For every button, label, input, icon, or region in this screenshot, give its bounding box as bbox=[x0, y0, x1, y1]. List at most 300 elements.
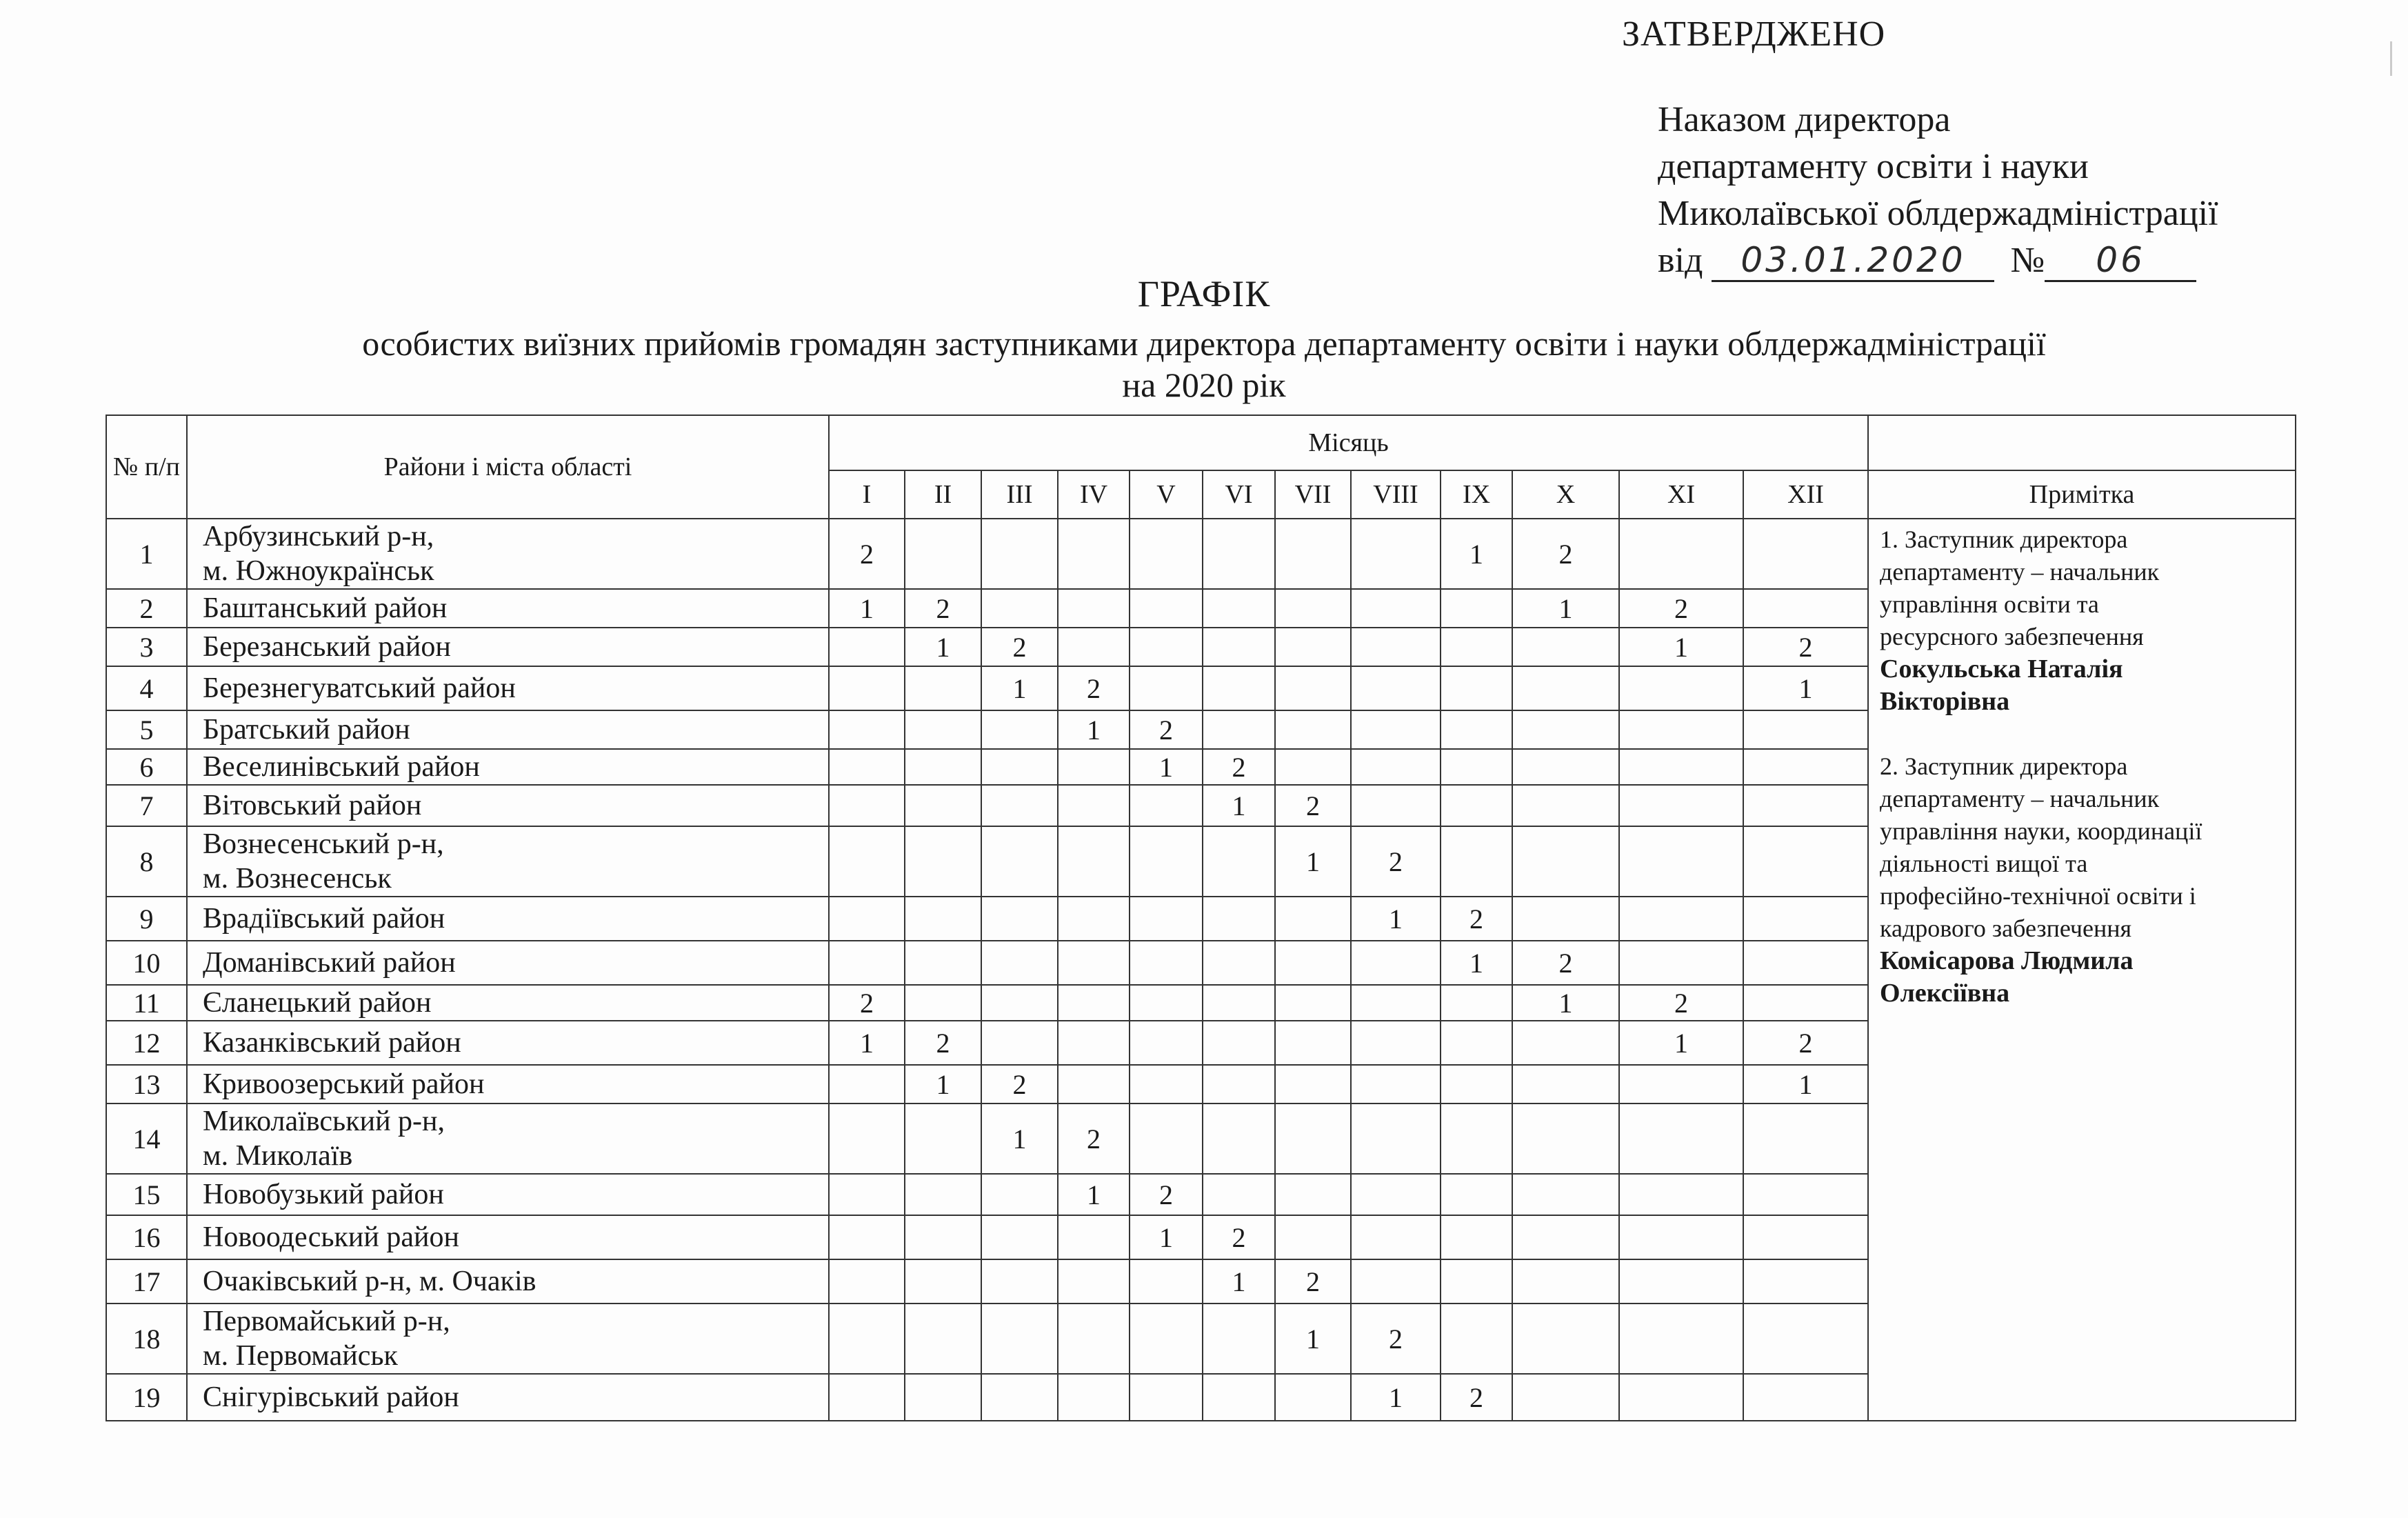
district-name: Вітовський район bbox=[203, 790, 422, 821]
district-cell bbox=[187, 1103, 829, 1174]
month-value-cell bbox=[1743, 897, 1868, 941]
month-value-cell bbox=[1619, 1174, 1743, 1215]
district-name: Казанківський район bbox=[203, 1027, 461, 1059]
month-value-cell bbox=[1203, 897, 1275, 941]
month-value-cell bbox=[1130, 1103, 1203, 1174]
row-number: 10 bbox=[106, 941, 187, 985]
order-line: Миколаївської облдержадміністрації bbox=[1658, 194, 2218, 233]
note-line: кадрового забезпечення bbox=[1880, 915, 2132, 942]
month-value-cell bbox=[1058, 785, 1130, 826]
row-number: 16 bbox=[106, 1215, 187, 1259]
month-value-cell: 2 bbox=[1441, 897, 1512, 941]
row-number: 12 bbox=[106, 1021, 187, 1065]
month-value-cell bbox=[1441, 1304, 1512, 1374]
month-value-cell bbox=[1058, 985, 1130, 1021]
month-value-cell bbox=[1130, 985, 1203, 1021]
note-line: управління науки, координації bbox=[1880, 817, 2203, 845]
month-value-cell: 1 bbox=[1512, 985, 1619, 1021]
month-value-cell: 1 bbox=[981, 1103, 1058, 1174]
district-cell bbox=[187, 1065, 829, 1103]
month-value-cell bbox=[1275, 941, 1351, 985]
month-value-cell bbox=[905, 1259, 981, 1304]
district-name: Новоодеський район bbox=[203, 1221, 459, 1253]
month-value-cell: 1 bbox=[829, 1021, 905, 1065]
district-cell bbox=[187, 1304, 829, 1374]
month-value-cell bbox=[905, 1304, 981, 1374]
month-value-cell bbox=[1743, 1259, 1868, 1304]
row-number: 6 bbox=[106, 749, 187, 785]
month-value-cell bbox=[829, 749, 905, 785]
district-cell bbox=[187, 519, 829, 589]
month-value-cell: 2 bbox=[981, 628, 1058, 666]
month-value-cell bbox=[981, 1215, 1058, 1259]
month-value-cell bbox=[1441, 826, 1512, 897]
month-value-cell bbox=[905, 985, 981, 1021]
month-value-cell bbox=[1512, 897, 1619, 941]
month-value-cell: 1 bbox=[1203, 1259, 1275, 1304]
month-value-cell: 2 bbox=[1512, 519, 1619, 589]
scan-edge-mark bbox=[2390, 41, 2402, 76]
month-value-cell bbox=[1512, 1103, 1619, 1174]
month-value-cell bbox=[1058, 628, 1130, 666]
district-name: Баштанський район bbox=[203, 592, 448, 624]
month-value-cell bbox=[829, 710, 905, 749]
district-name: Новобузький район bbox=[203, 1179, 444, 1210]
month-value-cell: 2 bbox=[1743, 1021, 1868, 1065]
district-cell bbox=[187, 710, 829, 749]
month-value-cell bbox=[1275, 628, 1351, 666]
month-value-cell: 1 bbox=[1275, 826, 1351, 897]
month-value-cell: 2 bbox=[1351, 1304, 1441, 1374]
district-name: м. Миколаїв bbox=[203, 1140, 353, 1172]
district-cell bbox=[187, 666, 829, 710]
month-value-cell bbox=[1619, 785, 1743, 826]
month-value-cell: 2 bbox=[1130, 710, 1203, 749]
note-line: діяльності вищої та bbox=[1880, 850, 2088, 877]
month-value-cell bbox=[829, 666, 905, 710]
month-value-cell: 1 bbox=[1619, 1021, 1743, 1065]
district-name: Вознесенський р-н, bbox=[203, 828, 444, 860]
month-value-cell: 1 bbox=[829, 589, 905, 628]
month-value-cell: 2 bbox=[829, 519, 905, 589]
month-value-cell: 1 bbox=[905, 628, 981, 666]
month-value-cell bbox=[1275, 1174, 1351, 1215]
month-value-cell bbox=[1619, 897, 1743, 941]
row-number: 7 bbox=[106, 785, 187, 826]
month-value-cell bbox=[905, 1374, 981, 1421]
month-value-cell bbox=[1130, 1065, 1203, 1103]
district-name: Очаківський р-н, м. Очаків bbox=[203, 1266, 536, 1297]
month-value-cell bbox=[1275, 1021, 1351, 1065]
month-value-cell bbox=[1351, 749, 1441, 785]
month-value-cell bbox=[1351, 1103, 1441, 1174]
month-value-cell: 1 bbox=[905, 1065, 981, 1103]
month-value-cell bbox=[1441, 628, 1512, 666]
month-value-cell bbox=[1351, 628, 1441, 666]
month-value-cell bbox=[905, 1103, 981, 1174]
month-value-cell bbox=[1512, 1304, 1619, 1374]
month-value-cell: 1 bbox=[1743, 666, 1868, 710]
header-note-top bbox=[1868, 415, 2296, 470]
month-value-cell bbox=[1351, 1174, 1441, 1215]
row-number: 5 bbox=[106, 710, 187, 749]
month-value-cell bbox=[1441, 985, 1512, 1021]
month-value-cell bbox=[1619, 1374, 1743, 1421]
month-value-cell bbox=[1619, 1215, 1743, 1259]
month-value-cell bbox=[1743, 785, 1868, 826]
district-name: Первомайський р-н, bbox=[203, 1306, 450, 1337]
month-value-cell bbox=[1351, 985, 1441, 1021]
month-value-cell bbox=[1275, 710, 1351, 749]
month-value-cell bbox=[1512, 1174, 1619, 1215]
header-num: № п/п bbox=[106, 415, 187, 519]
month-value-cell bbox=[1058, 826, 1130, 897]
month-value-cell bbox=[1619, 1304, 1743, 1374]
month-value-cell bbox=[1351, 1215, 1441, 1259]
month-value-cell bbox=[1130, 941, 1203, 985]
month-value-cell bbox=[829, 941, 905, 985]
month-value-cell bbox=[1512, 826, 1619, 897]
district-name: м. Южноукраїнськ bbox=[203, 555, 434, 587]
month-value-cell bbox=[1203, 1065, 1275, 1103]
district-cell bbox=[187, 589, 829, 628]
district-name: Миколаївський р-н, bbox=[203, 1106, 445, 1137]
month-value-cell: 2 bbox=[981, 1065, 1058, 1103]
row-number: 19 bbox=[106, 1374, 187, 1421]
month-value-cell bbox=[1058, 897, 1130, 941]
month-value-cell bbox=[1441, 1065, 1512, 1103]
month-value-cell bbox=[1441, 1174, 1512, 1215]
month-value-cell bbox=[1351, 589, 1441, 628]
month-value-cell: 2 bbox=[905, 1021, 981, 1065]
row-number: 2 bbox=[106, 589, 187, 628]
district-name: Арбузинський р-н, bbox=[203, 521, 434, 552]
district-cell bbox=[187, 1374, 829, 1421]
month-value-cell bbox=[1619, 666, 1743, 710]
note-line: професійно-технічної освіти і bbox=[1880, 882, 2196, 910]
month-value-cell bbox=[1619, 519, 1743, 589]
month-value-cell bbox=[1441, 785, 1512, 826]
month-value-cell bbox=[981, 749, 1058, 785]
month-value-cell bbox=[1130, 1374, 1203, 1421]
month-value-cell bbox=[1512, 785, 1619, 826]
month-value-cell: 2 bbox=[1130, 1174, 1203, 1215]
month-value-cell: 2 bbox=[1351, 826, 1441, 897]
month-value-cell bbox=[1275, 985, 1351, 1021]
district-name: м. Первомайськ bbox=[203, 1340, 398, 1372]
month-value-cell bbox=[1351, 519, 1441, 589]
month-value-cell bbox=[1743, 826, 1868, 897]
district-name: Снігурівський район bbox=[203, 1381, 459, 1413]
district-cell bbox=[187, 941, 829, 985]
order-block bbox=[1658, 97, 2218, 284]
month-value-cell bbox=[1203, 1174, 1275, 1215]
month-value-cell: 1 bbox=[1743, 1065, 1868, 1103]
district-cell bbox=[187, 897, 829, 941]
month-value-cell bbox=[829, 897, 905, 941]
district-cell bbox=[187, 1174, 829, 1215]
district-cell bbox=[187, 749, 829, 785]
order-line: департаменту освіти і науки bbox=[1658, 147, 2089, 186]
month-value-cell bbox=[1275, 749, 1351, 785]
month-value-cell bbox=[981, 1021, 1058, 1065]
month-value-cell bbox=[1441, 666, 1512, 710]
date-prefix: від bbox=[1658, 241, 1703, 280]
subtitle-year: на 2020 рік bbox=[1122, 366, 1286, 404]
month-value-cell: 1 bbox=[1275, 1304, 1351, 1374]
month-value-cell bbox=[1619, 1259, 1743, 1304]
month-value-cell bbox=[1130, 826, 1203, 897]
month-value-cell bbox=[1130, 1304, 1203, 1374]
order-date: 03.01.2020 bbox=[1712, 240, 1994, 282]
month-header: II bbox=[905, 470, 981, 519]
month-value-cell bbox=[981, 985, 1058, 1021]
row-number: 17 bbox=[106, 1259, 187, 1304]
month-value-cell bbox=[905, 826, 981, 897]
month-value-cell: 2 bbox=[1619, 985, 1743, 1021]
month-value-cell: 2 bbox=[1441, 1374, 1512, 1421]
month-value-cell bbox=[1275, 1103, 1351, 1174]
month-header: I bbox=[829, 470, 905, 519]
month-value-cell: 2 bbox=[829, 985, 905, 1021]
month-value-cell: 1 bbox=[1058, 710, 1130, 749]
month-value-cell bbox=[1743, 985, 1868, 1021]
district-name: Врадіївський район bbox=[203, 903, 445, 935]
approved-stamp-text: ЗАТВЕРДЖЕНО bbox=[1622, 14, 1886, 54]
month-value-cell bbox=[1351, 710, 1441, 749]
header-note: Примітка bbox=[1868, 470, 2296, 519]
month-value-cell bbox=[905, 710, 981, 749]
month-value-cell bbox=[1130, 785, 1203, 826]
month-value-cell bbox=[1058, 1259, 1130, 1304]
month-value-cell bbox=[1512, 1374, 1619, 1421]
month-header: VIII bbox=[1351, 470, 1441, 519]
month-value-cell bbox=[1058, 1304, 1130, 1374]
row-number: 14 bbox=[106, 1103, 187, 1174]
month-header: IX bbox=[1441, 470, 1512, 519]
note-line: ресурсного забезпечення bbox=[1880, 623, 2144, 650]
deputy-name: Олексіївна bbox=[1880, 979, 2010, 1008]
month-value-cell bbox=[1130, 1259, 1203, 1304]
month-value-cell: 2 bbox=[1619, 589, 1743, 628]
month-value-cell bbox=[1203, 628, 1275, 666]
month-value-cell bbox=[981, 826, 1058, 897]
note-line: департаменту – начальник bbox=[1880, 785, 2160, 812]
month-value-cell: 2 bbox=[905, 589, 981, 628]
month-value-cell: 2 bbox=[1203, 1215, 1275, 1259]
month-value-cell bbox=[1275, 897, 1351, 941]
header-month: Місяць bbox=[829, 415, 1868, 470]
month-value-cell bbox=[1441, 1103, 1512, 1174]
district-name: Березанський район bbox=[203, 631, 451, 663]
month-value-cell bbox=[1512, 1021, 1619, 1065]
month-value-cell bbox=[1275, 1065, 1351, 1103]
month-value-cell bbox=[829, 1174, 905, 1215]
month-value-cell bbox=[1275, 1215, 1351, 1259]
month-value-cell bbox=[1619, 1065, 1743, 1103]
month-value-cell: 1 bbox=[1441, 941, 1512, 985]
month-header: VII bbox=[1275, 470, 1351, 519]
month-header: X bbox=[1512, 470, 1619, 519]
order-number: 06 bbox=[2045, 240, 2196, 282]
month-value-cell bbox=[981, 589, 1058, 628]
month-value-cell bbox=[1512, 666, 1619, 710]
month-value-cell bbox=[1441, 749, 1512, 785]
month-value-cell bbox=[905, 666, 981, 710]
month-header: V bbox=[1130, 470, 1203, 519]
month-value-cell bbox=[1512, 1259, 1619, 1304]
month-value-cell bbox=[1441, 1215, 1512, 1259]
month-value-cell bbox=[1512, 1215, 1619, 1259]
month-value-cell bbox=[1058, 519, 1130, 589]
month-value-cell bbox=[1275, 589, 1351, 628]
month-value-cell: 1 bbox=[981, 666, 1058, 710]
month-value-cell: 2 bbox=[1275, 1259, 1351, 1304]
month-value-cell: 1 bbox=[1619, 628, 1743, 666]
district-cell bbox=[187, 1259, 829, 1304]
note-block bbox=[1880, 750, 2291, 1010]
month-value-cell bbox=[1743, 589, 1868, 628]
month-value-cell bbox=[1743, 1215, 1868, 1259]
month-value-cell bbox=[981, 897, 1058, 941]
month-value-cell: 2 bbox=[1058, 1103, 1130, 1174]
note-cell bbox=[1868, 519, 2296, 1421]
month-value-cell bbox=[1203, 826, 1275, 897]
month-value-cell bbox=[1203, 666, 1275, 710]
district-cell bbox=[187, 785, 829, 826]
month-value-cell bbox=[1058, 1374, 1130, 1421]
month-value-cell bbox=[905, 1174, 981, 1215]
district-cell bbox=[187, 985, 829, 1021]
month-value-cell bbox=[1512, 628, 1619, 666]
month-value-cell bbox=[829, 1215, 905, 1259]
month-value-cell bbox=[905, 897, 981, 941]
month-value-cell bbox=[905, 519, 981, 589]
row-number: 4 bbox=[106, 666, 187, 710]
district-name: Веселинівський район bbox=[203, 751, 480, 783]
month-value-cell bbox=[1743, 1304, 1868, 1374]
month-value-cell bbox=[1512, 710, 1619, 749]
month-value-cell: 1 bbox=[1058, 1174, 1130, 1215]
row-number: 15 bbox=[106, 1174, 187, 1215]
month-value-cell bbox=[1203, 519, 1275, 589]
deputy-name: Комісарова Людмила bbox=[1880, 946, 2134, 975]
month-value-cell bbox=[1203, 1304, 1275, 1374]
district-cell bbox=[187, 1215, 829, 1259]
district-cell bbox=[187, 1021, 829, 1065]
deputy-name: Сокульська Наталія bbox=[1880, 655, 2123, 683]
month-header: IV bbox=[1058, 470, 1130, 519]
row-number: 11 bbox=[106, 985, 187, 1021]
month-value-cell bbox=[1512, 749, 1619, 785]
deputy-name: Вікторівна bbox=[1880, 687, 2010, 716]
month-value-cell: 2 bbox=[1203, 749, 1275, 785]
month-value-cell bbox=[981, 1304, 1058, 1374]
month-header: VI bbox=[1203, 470, 1275, 519]
month-value-cell bbox=[1619, 941, 1743, 985]
month-value-cell bbox=[1203, 1374, 1275, 1421]
district-name: Кривоозерський район bbox=[203, 1068, 485, 1100]
district-name: Братський район bbox=[203, 714, 410, 746]
month-value-cell: 1 bbox=[1351, 1374, 1441, 1421]
month-value-cell bbox=[1512, 1065, 1619, 1103]
row-number: 18 bbox=[106, 1304, 187, 1374]
month-value-cell bbox=[1130, 897, 1203, 941]
month-value-cell bbox=[1441, 710, 1512, 749]
district-name: Єланецький район bbox=[203, 987, 432, 1019]
month-value-cell: 1 bbox=[1203, 785, 1275, 826]
month-value-cell bbox=[981, 519, 1058, 589]
month-value-cell: 2 bbox=[1275, 785, 1351, 826]
month-header: III bbox=[981, 470, 1058, 519]
month-value-cell bbox=[1743, 941, 1868, 985]
month-value-cell bbox=[905, 749, 981, 785]
document-title: ГРАФІК bbox=[1137, 273, 1271, 314]
month-value-cell bbox=[829, 628, 905, 666]
note-line: 1. Заступник директора bbox=[1880, 526, 2128, 553]
month-value-cell bbox=[1743, 710, 1868, 749]
month-value-cell bbox=[905, 785, 981, 826]
row-number: 9 bbox=[106, 897, 187, 941]
month-value-cell bbox=[829, 1304, 905, 1374]
month-value-cell bbox=[1058, 749, 1130, 785]
document-subtitle bbox=[0, 323, 2408, 406]
district-name: Доманівський район bbox=[203, 947, 456, 979]
month-value-cell bbox=[1441, 1021, 1512, 1065]
month-value-cell bbox=[829, 1374, 905, 1421]
month-header: XII bbox=[1743, 470, 1868, 519]
order-line: Наказом директора bbox=[1658, 100, 1951, 139]
month-value-cell bbox=[981, 710, 1058, 749]
table-row bbox=[106, 519, 2296, 589]
month-value-cell bbox=[1441, 589, 1512, 628]
month-value-cell bbox=[1203, 1103, 1275, 1174]
month-value-cell bbox=[981, 1174, 1058, 1215]
month-value-cell bbox=[1743, 1103, 1868, 1174]
month-value-cell: 1 bbox=[1512, 589, 1619, 628]
month-value-cell bbox=[1130, 666, 1203, 710]
month-value-cell bbox=[1275, 519, 1351, 589]
month-value-cell: 1 bbox=[1441, 519, 1512, 589]
month-value-cell bbox=[1619, 826, 1743, 897]
month-value-cell: 1 bbox=[1130, 1215, 1203, 1259]
month-value-cell bbox=[829, 785, 905, 826]
note-block bbox=[1880, 523, 2291, 718]
month-value-cell bbox=[1058, 1021, 1130, 1065]
month-value-cell bbox=[981, 785, 1058, 826]
month-value-cell bbox=[1351, 1259, 1441, 1304]
district-name: м. Вознесенськ bbox=[203, 863, 392, 895]
month-value-cell bbox=[1275, 666, 1351, 710]
month-value-cell: 1 bbox=[1130, 749, 1203, 785]
month-value-cell bbox=[1203, 710, 1275, 749]
month-value-cell bbox=[1275, 1374, 1351, 1421]
row-number: 13 bbox=[106, 1065, 187, 1103]
month-value-cell bbox=[1743, 1174, 1868, 1215]
month-value-cell bbox=[1203, 1021, 1275, 1065]
subtitle-line: особистих виїзних прийомів громадян заступниками директора департаменту освіти і науки облдержадміністрації bbox=[362, 324, 2046, 363]
month-value-cell bbox=[1441, 1259, 1512, 1304]
month-value-cell bbox=[905, 1215, 981, 1259]
month-value-cell: 1 bbox=[1351, 897, 1441, 941]
note-line: управління освіти та bbox=[1880, 590, 2099, 618]
month-value-cell bbox=[1130, 1021, 1203, 1065]
month-value-cell bbox=[1203, 985, 1275, 1021]
month-value-cell bbox=[1743, 749, 1868, 785]
month-value-cell bbox=[1203, 589, 1275, 628]
month-value-cell bbox=[1130, 589, 1203, 628]
month-value-cell bbox=[829, 1259, 905, 1304]
